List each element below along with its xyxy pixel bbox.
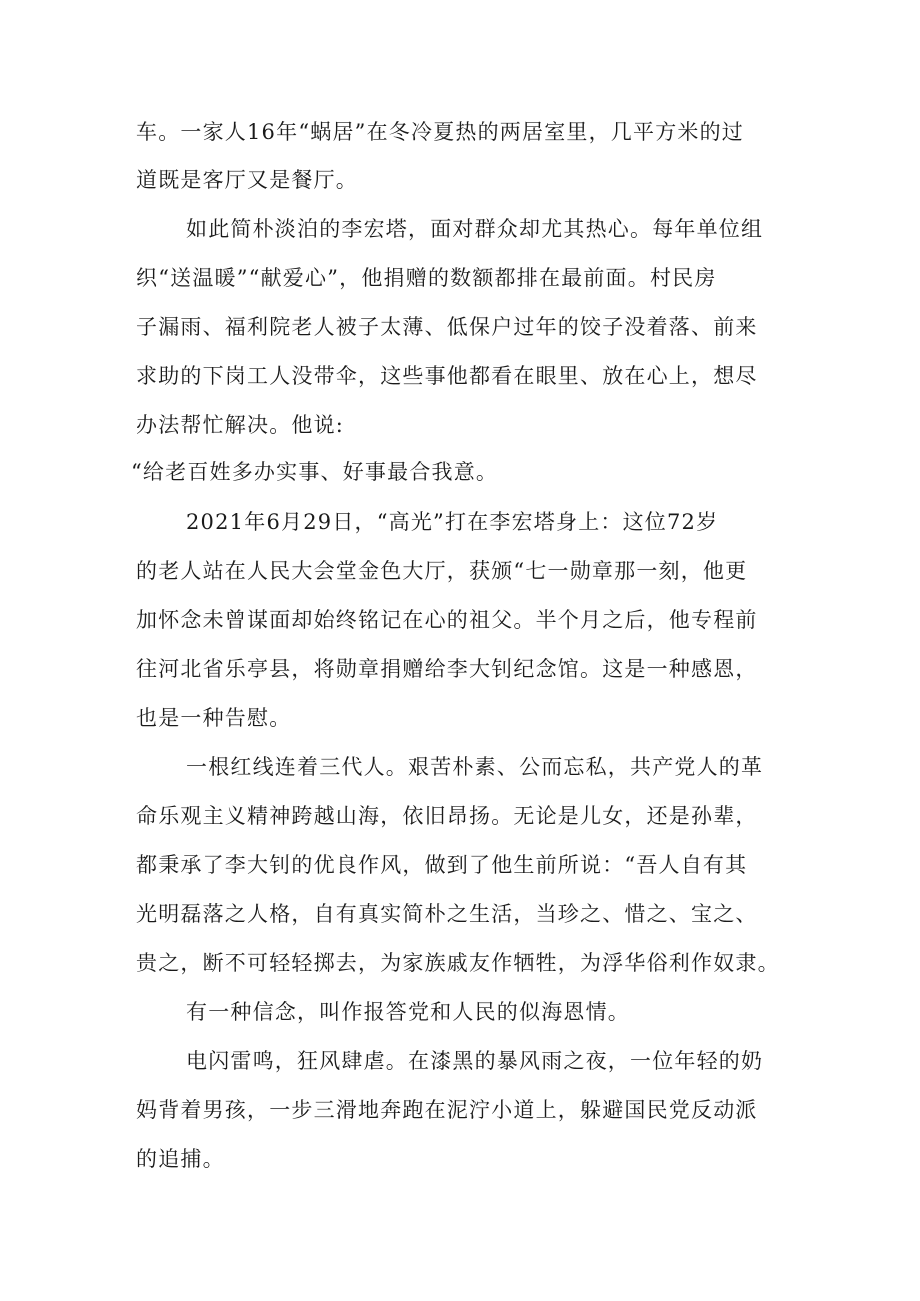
paragraph-start-line: 有一种信念，叫作报答党和人民的似海恩情。 — [186, 1000, 630, 1024]
text-line: 命乐观主义精神跨越山海，依旧昂扬。无论是儿女，还是孙辈， — [136, 804, 758, 828]
text-line: 的老人站在人民大会堂金色大厅，获颁“七一勋章那一刻，他更 — [136, 559, 748, 583]
paragraph-start-line: 一根红线连着三代人。艰苦朴素、公而忘私，共产党人的革 — [186, 755, 764, 779]
text-line: 光明磊落之人格，自有真实简朴之生活，当珍之、惜之、宝之、 — [136, 902, 758, 926]
paragraph-start-line: 电闪雷鸣，狂风肆虐。在漆黑的暴风雨之夜，一位年轻的奶 — [186, 1049, 764, 1073]
paragraph-start-line: 2021年6月29日，“高光”打在李宏塔身上：这位72岁 — [186, 510, 719, 534]
text-line: 织“送温暖”“献爱心”，他捐赠的数额都排在最前面。村民房 — [136, 266, 717, 290]
text-line: 都秉承了李大钊的优良作风，做到了他生前所说：“吾人自有其 — [136, 853, 748, 877]
text-line: 子漏雨、福利院老人被子太薄、低保户过年的饺子没着落、前来 — [136, 315, 758, 339]
text-line: 办法帮忙解决。他说: — [136, 413, 345, 437]
quote-line: “给老百姓多办实事、好事最合我意。 — [131, 460, 499, 484]
text-line: 的追捕。 — [136, 1147, 225, 1171]
text-line: 加怀念未曾谋面却始终铭记在心的祖父。半个月之后，他专程前 — [136, 608, 758, 632]
paragraph-start-line: 如此简朴淡泊的李宏塔，面对群众却尤其热心。每年单位组 — [186, 217, 764, 241]
text-line: 也是一种告慰。 — [136, 706, 292, 730]
text-line: 求助的下岗工人没带伞，这些事他都看在眼里、放在心上，想尽 — [136, 364, 758, 388]
text-line: 车。一家人16年“蜗居”在冬冷夏热的两居室里，几平方米的过 — [136, 120, 744, 144]
text-line: 道既是客厅又是餐厅。 — [136, 168, 358, 192]
text-line: 往河北省乐亭县，将勋章捐赠给李大钊纪念馆。这是一种感恩， — [136, 657, 758, 681]
text-line: 妈背着男孩，一步三滑地奔跑在泥泞小道上，躲避国民党反动派 — [136, 1098, 758, 1122]
text-line: 贵之，断不可轻轻掷去，为家族戚友作牺牲，为浮华俗利作奴隶。 — [136, 951, 780, 975]
